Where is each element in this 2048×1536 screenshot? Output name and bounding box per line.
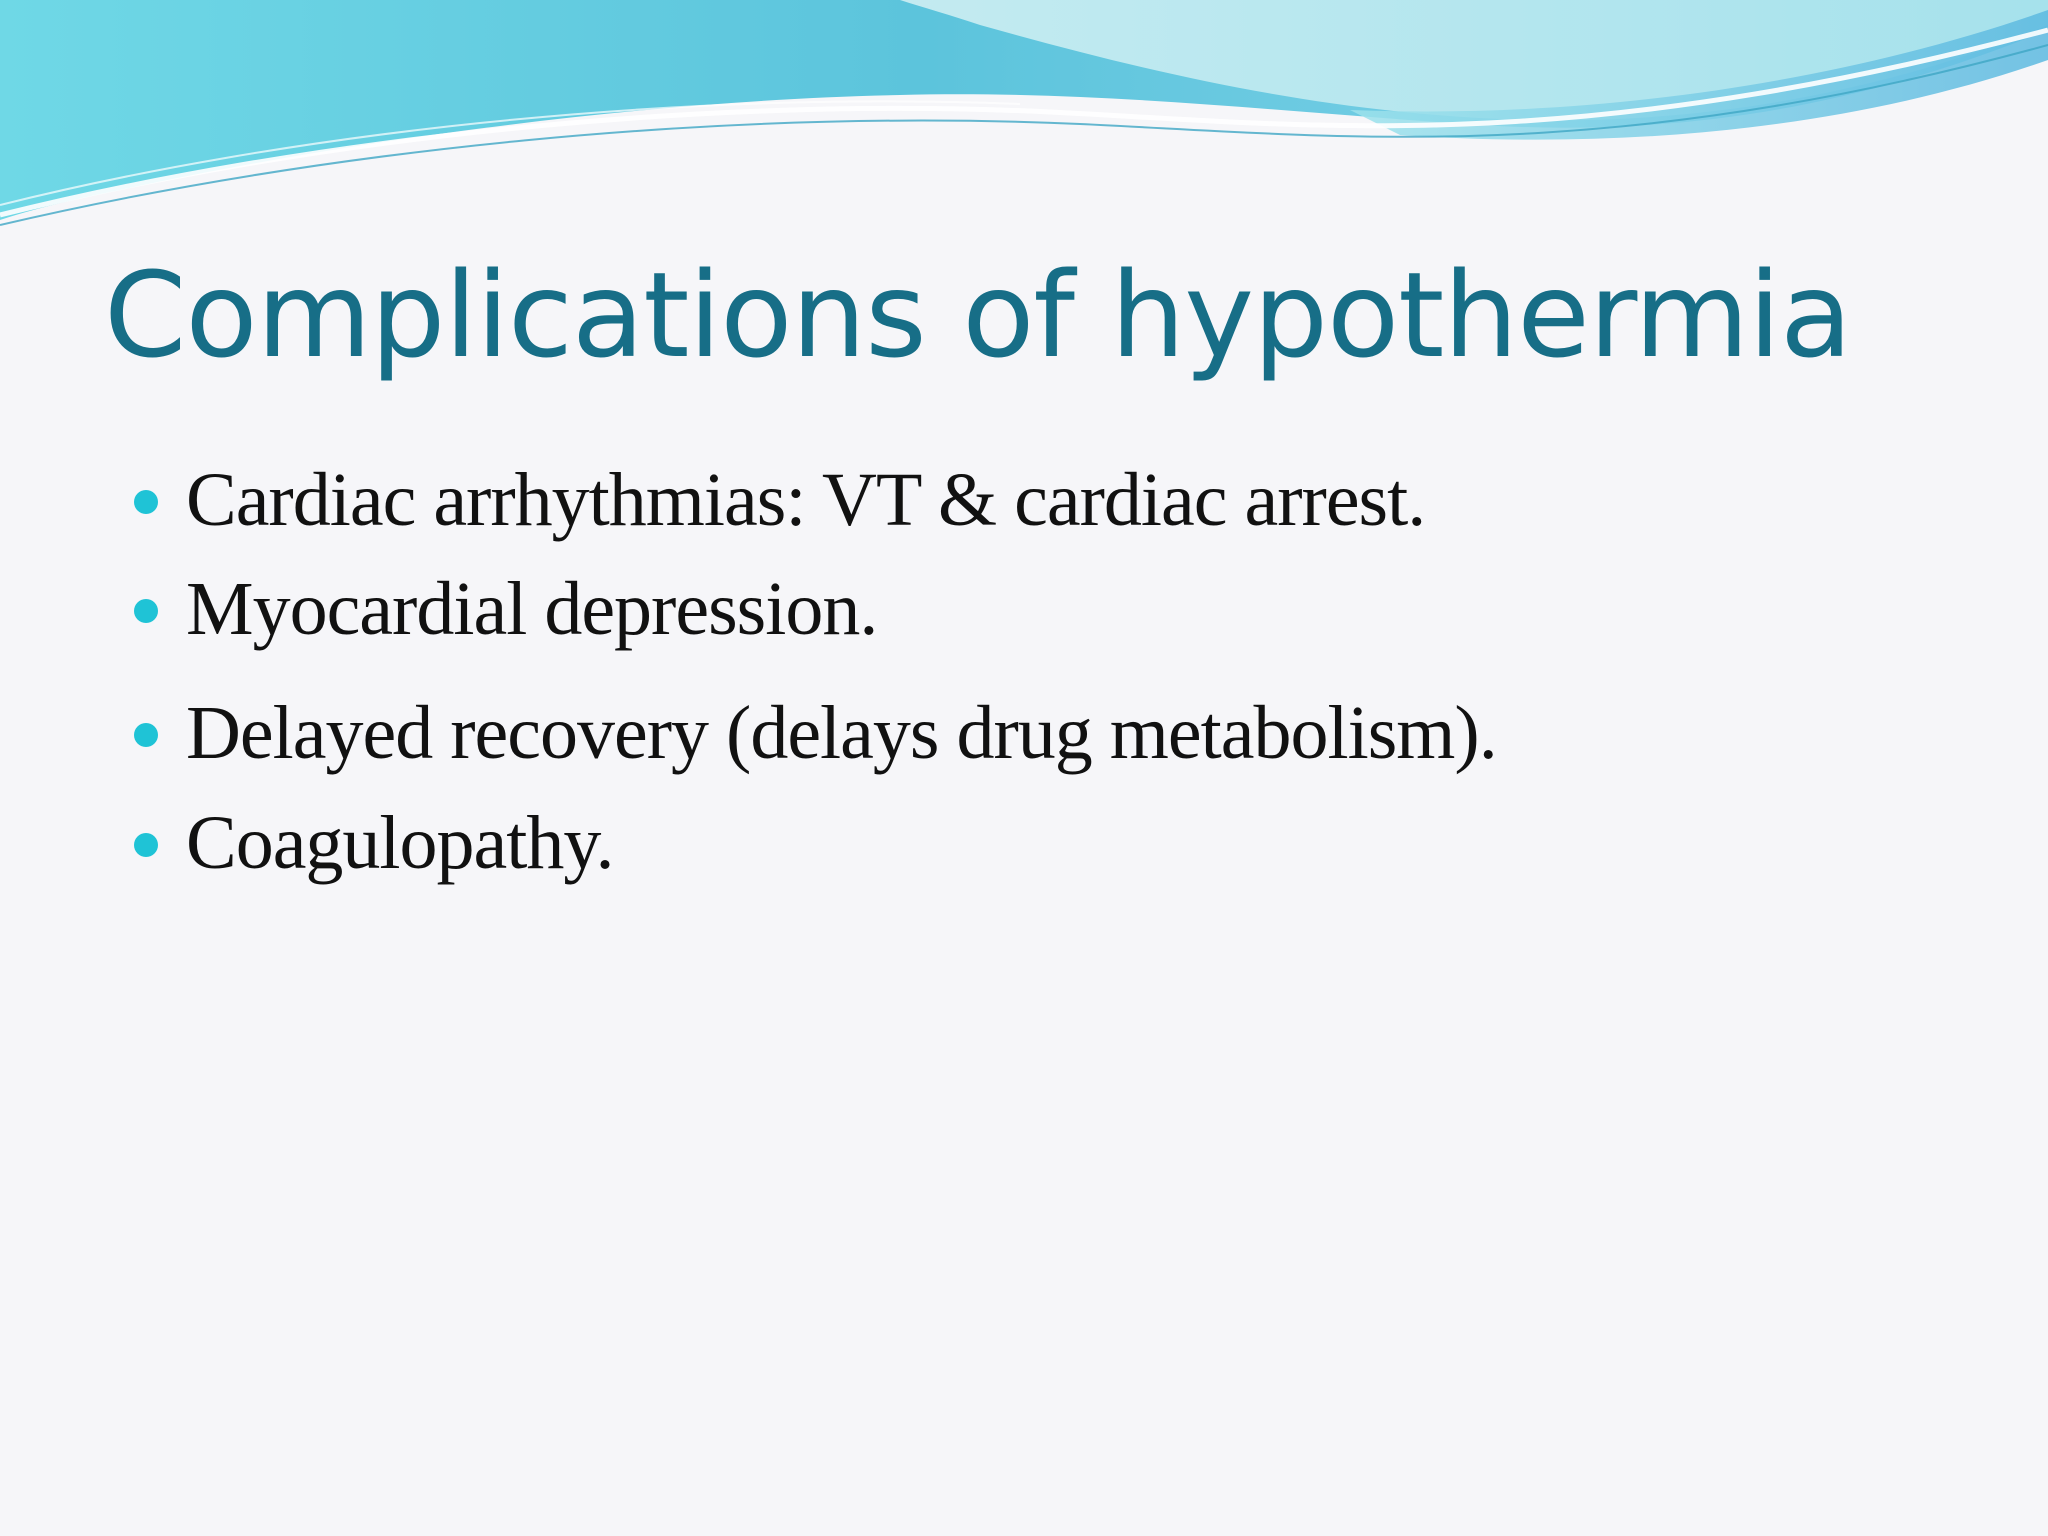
bullet-text: Delayed recovery (delays drug metabolism). [186,691,1497,776]
bullet-item [130,688,1930,779]
bullet-text: Coagulopathy. [186,800,614,885]
bullet-dot-icon [134,490,158,514]
bullet-dot-icon [134,599,158,623]
header-wave-decoration [0,0,2048,240]
bullet-text: Cardiac arrhythmias: VT & cardiac arrest. [186,458,1426,542]
bullet-item [130,564,1930,655]
bullet-dot-icon [134,723,158,747]
slide-title: Complications of hypothermia [104,246,1852,384]
bullet-item [130,798,1930,889]
bullet-dot-icon [134,833,158,857]
bullet-text: Myocardial depression. [186,567,878,652]
bullet-item [130,455,1930,546]
bullet-list [130,455,1930,889]
